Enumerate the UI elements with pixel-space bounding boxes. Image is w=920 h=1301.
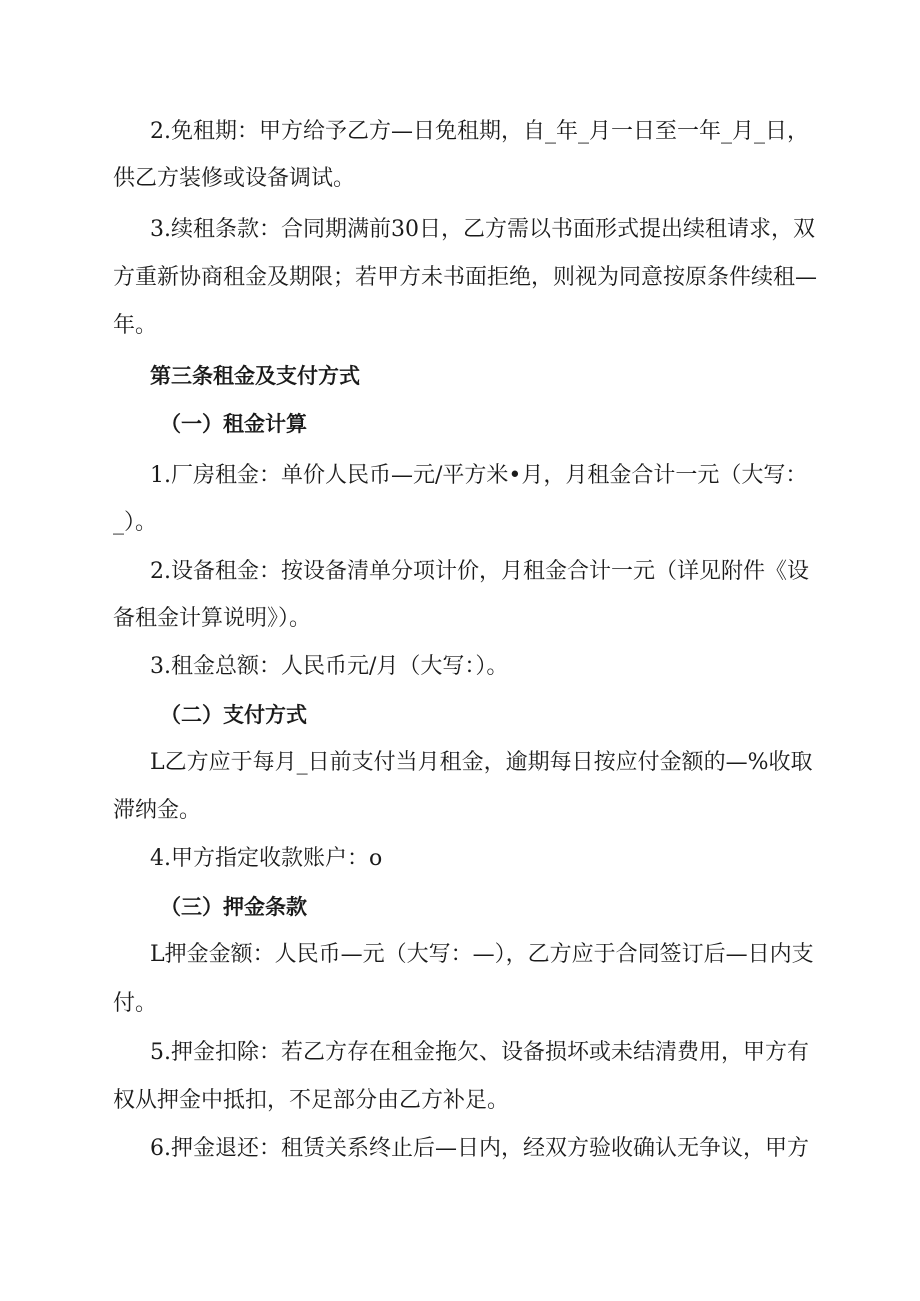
- clause-rent-free-period-line-2: 供乙方装修或设备调试。: [113, 166, 356, 191]
- clause-total-rent: 3.租金总额：人民币元/月（大写：）。: [150, 654, 509, 679]
- clause-deposit-amount-line-1: L押金金额：人民币—元（大写：—），乙方应于合同签订后—日内支: [150, 942, 814, 967]
- clause-rent-free-period-line-1: 2.免租期：甲方给予乙方—日免租期，自_年_月一日至一年_月_日，: [150, 119, 809, 144]
- clause-equipment-rent-line-2: 备租金计算说明》）。: [113, 606, 312, 631]
- clause-deposit-deduction-line-1: 5.押金扣除：若乙方存在租金拖欠、设备损坏或未结清费用，甲方有: [150, 1040, 809, 1065]
- clause-deposit-deduction-line-2: 权从押金中抵扣，不足部分由乙方补足。: [113, 1088, 510, 1113]
- clause-equipment-rent-line-1: 2.设备租金：按设备清单分项计价，月租金合计一元（详见附件《设: [150, 559, 809, 584]
- clause-receiving-account: 4.甲方指定收款账户：o: [150, 846, 383, 871]
- clause-deposit-refund-line-1: 6.押金退还：租赁关系终止后—日内，经双方验收确认无争议，甲方: [150, 1136, 809, 1161]
- clause-renewal-line-1: 3.续租条款：合同期满前30日，乙方需以书面形式提出续租请求，双: [150, 217, 815, 242]
- subsection-heading-payment-method: （二）支付方式: [160, 703, 307, 727]
- clause-deposit-amount-line-2: 付。: [113, 991, 158, 1016]
- subsection-heading-rent-calculation: （一）租金计算: [160, 412, 307, 436]
- subsection-heading-deposit: （三）押金条款: [160, 895, 307, 919]
- clause-payment-deadline-line-1: L乙方应于每月_日前支付当月租金，逾期每日按应付金额的—%收取: [150, 750, 813, 775]
- clause-renewal-line-2: 方重新协商租金及期限；若甲方未书面拒绝，则视为同意按原条件续租—: [113, 265, 818, 290]
- clause-plant-rent-line-1: 1.厂房租金：单价人民币—元/平方米•月，月租金合计一元（大写：: [150, 463, 808, 488]
- clause-renewal-line-3: 年。: [113, 313, 158, 338]
- clause-plant-rent-line-2: _）。: [113, 510, 158, 535]
- section-heading-rent-payment: 第三条租金及支付方式: [150, 364, 360, 388]
- clause-payment-deadline-line-2: 滞纳金。: [113, 798, 202, 823]
